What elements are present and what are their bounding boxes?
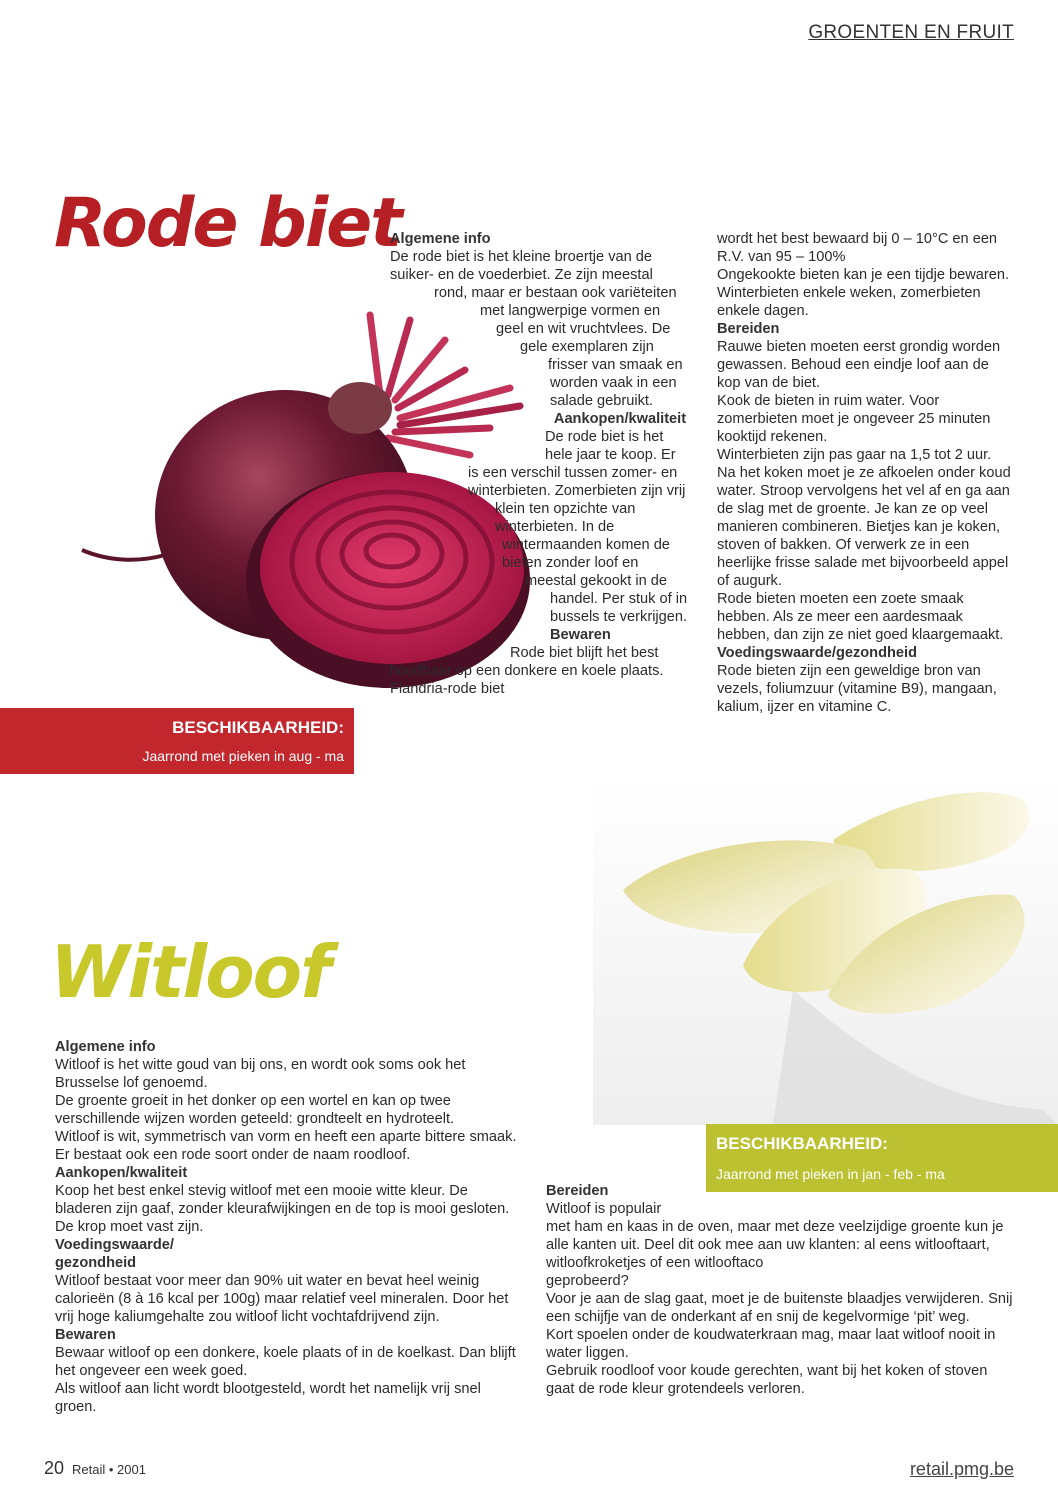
endive-photo-icon <box>593 780 1058 1125</box>
section-tag: GROENTEN EN FRUIT <box>808 22 1014 43</box>
witloof-paragraph-10: geprobeerd? <box>546 1273 629 1289</box>
witloof-paragraph-7: Als witloof aan licht wordt blootgesteld, wordt het namelijk vrij snel groen. <box>55 1381 481 1415</box>
witloof-paragraph-4: Koop het best enkel stevig witloof met een mooie witte kleur. De bladeren zijn gaaf, zonder kleurafwijkingen en de top is mooi gesloten. De krop moet vast zijn. <box>55 1183 510 1235</box>
witloof-paragraph-6: Bewaar witloof op een donkere, koele plaats of in de koelkast. Dan blijft het ongeveer een week goed. <box>55 1345 516 1379</box>
beet-heading-3: Bewaren <box>550 627 611 643</box>
beet-paragraph-3: Rode biet blijft het best houdbaar op een donkere en koele plaats. Flandria-rode biet <box>390 645 664 697</box>
beet-paragraph-6: Rauwe bieten moeten eerst grondig worden gewassen. Behoud een eindje loof aan de kop van de biet. <box>717 339 1001 391</box>
witloof-paragraph-11: Voor je aan de slag gaat, moet je de buitenste blaadjes verwijderen. Snij een schijfje van de onderkant af en snij de kegelvormige ‘pit’ weg. <box>546 1291 1013 1325</box>
witloof-heading-4: Bewaren <box>55 1327 116 1343</box>
witloof-paragraph-8: Witloof is populair <box>546 1201 662 1217</box>
magazine-issue: Retail • 2001 <box>72 1462 146 1477</box>
witloof-paragraph-9: met ham en kaas in de oven, maar met deze veelzijdige groente kun je alle kanten uit. Deel dit ook mee aan uw klanten: al eens witlooftaart, witloofkroketjes of een witlooftaco <box>546 1219 1004 1271</box>
witloof-availability-value: Jaarrond met pieken in jan - feb - ma <box>716 1166 945 1182</box>
beet-text-column-2 <box>717 230 1013 716</box>
witloof-title: Witloof <box>50 930 330 1014</box>
beet-paragraph-1: De rode biet is het kleine broertje van de suiker- en de voederbiet. Ze zijn meestal rond, maar er bestaan ook variëteiten met langwerpige vormen en geel en wit vruchtvlees. De gele exemplaren zijn frisser van smaak en worden vaak in een salade gebruikt. <box>390 249 683 409</box>
beet-heading-2: Aankopen/kwaliteit <box>553 411 687 427</box>
witloof-heading-3a: Voedingswaarde/ <box>55 1237 174 1253</box>
witloof-heading-1: Algemene info <box>55 1039 156 1055</box>
beet-heading-5: Voedingswaarde/gezondheid <box>717 645 918 661</box>
beet-paragraph-4: wordt het best bewaard bij 0 – 10°C en een R.V. van 95 – 100% <box>717 231 998 265</box>
beet-paragraph-2: De rode biet is het hele jaar te koop. Er is een verschil tussen zomer- en winterbieten. Zomerbieten zijn vrij klein ten opzichte van winterbieten. In de wintermaanden komen de bieten zonder loof en meestal gekookt in de handel. Per stuk of in bussels te verkrijgen. <box>468 429 688 625</box>
witloof-text-column-1 <box>55 1038 525 1416</box>
website-link[interactable]: retail.pmg.be <box>909 1459 1014 1479</box>
beet-heading-1: Algemene info <box>390 231 491 247</box>
beet-title: Rode biet <box>54 184 401 263</box>
beet-availability-value: Jaarrond met pieken in aug - ma <box>142 748 344 764</box>
beet-paragraph-8: Winterbieten zijn pas gaar na 1,5 tot 2 uur. Na het koken moet je ze afkoelen onder koud water. Stroop vervolgens het vel af en ga aan de slag met de groente. Je kan ze op veel manieren combineren. Bietjes kan je koken, stoven of bakken. Of verwerk ze in een heerlijke frisse salade met bijvoorbeeld appel of augurk. <box>717 447 1011 589</box>
beet-paragraph-5: Ongekookte bieten kan je een tijdje bewaren. Winterbieten enkele weken, zomerbieten enkele dagen. <box>717 267 1010 319</box>
witloof-heading-2: Aankopen/kwaliteit <box>55 1165 188 1181</box>
witloof-heading-3b: gezondheid <box>55 1255 137 1271</box>
beet-availability-box <box>0 708 354 774</box>
beet-availability-label: BESCHIKBAARHEID: <box>172 718 344 737</box>
beet-paragraph-10: Rode bieten zijn een geweldige bron van vezels, foliumzuur (vitamine B9), mangaan, kalium, ijzer en vitamine C. <box>717 663 997 715</box>
page-number: 20 <box>44 1458 65 1478</box>
beet-paragraph-9: Rode bieten moeten een zoete smaak hebben. Als ze meer een aardesmaak hebben, dan zijn ze niet goed klaargemaakt. <box>717 591 1004 643</box>
witloof-paragraph-2: De groente groeit in het donker op een wortel en kan op twee verschillende wijzen worden geteeld: grondteelt en hydroteelt. <box>55 1093 455 1127</box>
witloof-paragraph-13: Gebruik roodloof voor koude gerechten, want bij het koken of stoven gaat de rode kleur grotendeels verloren. <box>546 1363 988 1397</box>
witloof-availability-label: BESCHIKBAARHEID: <box>716 1134 888 1153</box>
witloof-paragraph-12: Kort spoelen onder de koudwaterkraan mag, maar laat witloof nooit in water liggen. <box>546 1327 996 1361</box>
witloof-heading-5: Bereiden <box>546 1183 609 1199</box>
beet-paragraph-7: Kook de bieten in ruim water. Voor zomerbieten moet je ongeveer 25 minuten kooktijd rekenen. <box>717 393 991 445</box>
witloof-paragraph-3: Witloof is wit, symmetrisch van vorm en heeft een aparte bittere smaak. Er bestaat ook een rode soort onder de naam roodloof. <box>55 1129 517 1163</box>
witloof-text-column-2 <box>546 1182 1014 1398</box>
beet-text-column-1 <box>390 230 690 740</box>
witloof-paragraph-1: Witloof is het witte goud van bij ons, en wordt ook soms ook het Brusselse lof genoemd. <box>55 1057 466 1091</box>
footer-left <box>44 1458 146 1479</box>
witloof-paragraph-5: Witloof bestaat voor meer dan 90% uit water en bevat heel weinig calorieën (8 à 16 kcal per 100g) maar relatief veel mineralen. Door het vrij hoge kaliumgehalte zou witloof licht vochtafdrijvend zijn. <box>55 1273 509 1325</box>
beet-heading-4: Bereiden <box>717 321 780 337</box>
